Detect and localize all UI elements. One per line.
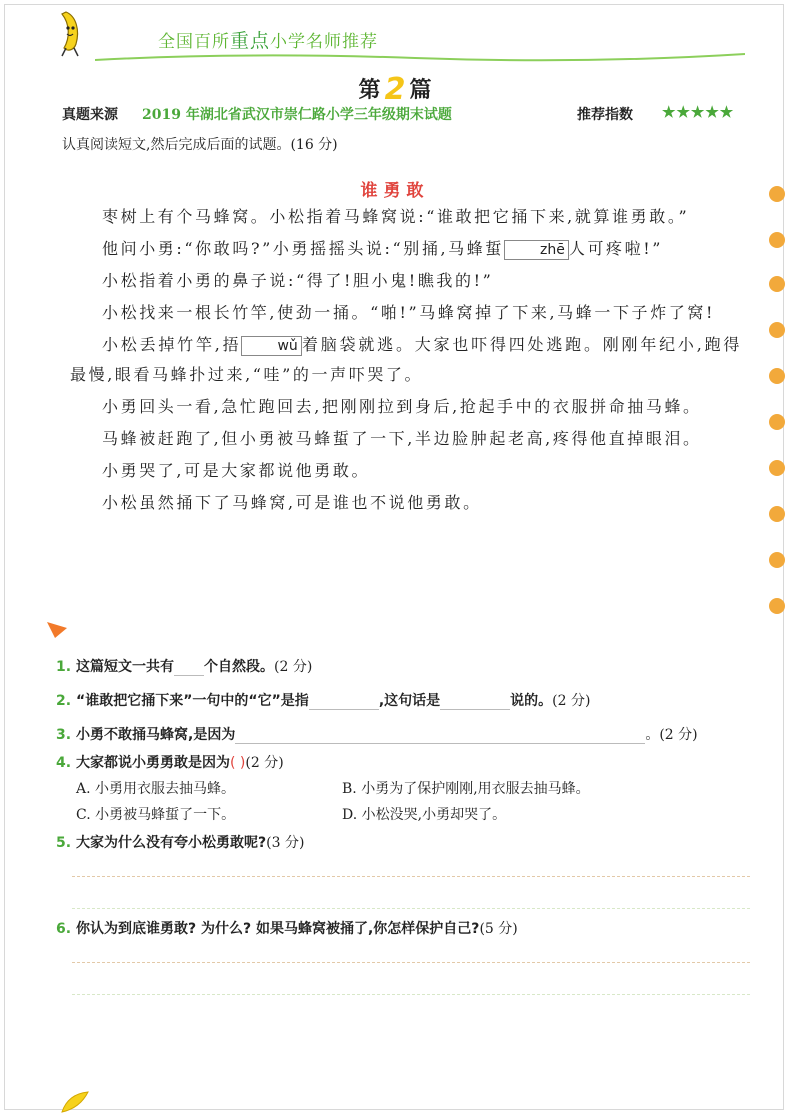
series-banner xyxy=(158,26,378,53)
question-number: 3. xyxy=(56,727,72,743)
answer-line-q6-1[interactable] xyxy=(72,962,750,963)
question-number: 6. xyxy=(56,921,72,937)
banana-mascot-icon xyxy=(52,8,92,58)
banner-text-3: 小学名师推荐 xyxy=(270,32,379,52)
question-points: 。(2 分) xyxy=(645,727,698,743)
paragraph-5-text-b: 着脑袋就逃。大家也吓得四处逃跑。刚刚年纪小,跑得最慢,眼看马蜂扑过来,“哇”的一声吓哭了。 xyxy=(70,335,742,384)
option-c: C. 小勇被马蜂蜇了一下。 xyxy=(76,807,236,823)
question-5 xyxy=(56,832,304,852)
story-body xyxy=(70,202,742,520)
paragraph-2 xyxy=(70,234,742,264)
question-1 xyxy=(56,656,312,676)
source-label: 真题来源 xyxy=(62,107,118,123)
question-points: (2 分) xyxy=(552,693,591,709)
question-text: 小勇不敢捅马蜂窝,是因为 xyxy=(76,727,236,743)
question-text: ,这句话是 xyxy=(378,693,441,709)
title-number: 2 xyxy=(384,72,406,107)
answer-blank[interactable] xyxy=(235,727,645,744)
option-b: B. 小勇为了保护刚刚,用衣服去抽马蜂。 xyxy=(342,781,590,797)
answer-line-q5-1[interactable] xyxy=(72,876,750,877)
paragraph-8: 小勇哭了,可是大家都说他勇敢。 xyxy=(102,461,371,480)
pinyin-box: zhē xyxy=(504,240,569,260)
question-number: 2. xyxy=(56,693,72,709)
answer-blank[interactable] xyxy=(174,659,204,676)
triangle-marker-icon xyxy=(45,620,69,640)
title-suffix: 篇 xyxy=(409,77,432,103)
answer-line-q5-2[interactable] xyxy=(72,908,750,909)
question-4 xyxy=(56,752,284,772)
question-points: (3 分) xyxy=(266,835,305,851)
question-text: 大家为什么没有夸小松勇敢呢? xyxy=(76,835,267,851)
paragraph-6: 小勇回头一看,急忙跑回去,把刚刚拉到身后,抢起手中的衣服拼命抽马蜂。 xyxy=(102,397,702,416)
banner-text-1: 全国百所 xyxy=(158,32,230,52)
question-text: “谁敢把它捅下来”一句中的“它”是指 xyxy=(76,693,309,709)
margin-dots-decoration xyxy=(765,180,787,620)
title-prefix: 第 xyxy=(358,77,381,103)
question-3 xyxy=(56,724,698,744)
question-text: 大家都说小勇勇敢是因为 xyxy=(76,755,230,771)
question-6 xyxy=(56,918,518,938)
page-frame xyxy=(4,4,784,1110)
decorative-swoosh xyxy=(95,50,745,64)
rating-stars: ★★★★★ xyxy=(662,103,735,121)
question-number: 5. xyxy=(56,835,72,851)
paragraph-2-text-a: 他问小勇:“你敢吗?”小勇摇摇头说:“别捅,马蜂蜇 xyxy=(102,239,504,258)
paragraph-7: 马蜂被赶跑了,但小勇被马蜂蜇了一下,半边脸肿起老高,疼得他直掉眼泪。 xyxy=(102,429,702,448)
banner-text-2: 重点 xyxy=(230,30,271,52)
paragraph-5-text-a: 小松丢掉竹竿,捂 xyxy=(102,335,242,354)
instruction-text: 认真阅读短文,然后完成后面的试题。(16 分) xyxy=(62,137,338,153)
paragraph-5 xyxy=(70,330,742,390)
question-text: 说的。 xyxy=(510,693,553,709)
question-text: 个自然段。 xyxy=(204,659,274,675)
question-number: 1. xyxy=(56,659,72,675)
answer-blank[interactable] xyxy=(440,693,510,710)
question-2 xyxy=(56,690,590,710)
question-text: 这篇短文一共有 xyxy=(76,659,174,675)
paragraph-1: 枣树上有个马蜂窝。小松指着马蜂窝说:“谁敢把它捅下来,就算谁勇敢。” xyxy=(102,207,690,226)
paragraph-4: 小松找来一根长竹竿,使劲一捅。“啪!”马蜂窝掉了下来,马蜂一下子炸了窝! xyxy=(102,303,715,322)
answer-blank[interactable] xyxy=(309,693,379,710)
paragraph-2-text-b: 人可疼啦!” xyxy=(568,239,664,258)
story-title: 谁勇敢 xyxy=(360,181,430,201)
corner-leaf-icon xyxy=(58,1088,92,1114)
page-title xyxy=(0,70,790,105)
question-points: (2 分) xyxy=(245,755,284,771)
paragraph-3: 小松指着小勇的鼻子说:“得了!胆小鬼!瞧我的!” xyxy=(102,271,494,290)
pinyin-box: wǔ xyxy=(241,336,301,356)
answer-line-q6-2[interactable] xyxy=(72,994,750,995)
question-points: (2 分) xyxy=(274,659,313,675)
source-text: 2019 年湖北省武汉市崇仁路小学三年级期末试题 xyxy=(142,107,452,123)
paragraph-9: 小松虽然捅下了马蜂窝,可是谁也不说他勇敢。 xyxy=(102,493,482,512)
rating-label: 推荐指数 xyxy=(577,107,633,123)
answer-paren[interactable]: ( ) xyxy=(230,755,246,771)
option-d: D. 小松没哭,小勇却哭了。 xyxy=(342,807,507,823)
option-a: A. 小勇用衣服去抽马蜂。 xyxy=(76,781,236,797)
question-number: 4. xyxy=(56,755,72,771)
question-points: (5 分) xyxy=(479,921,518,937)
question-text: 你认为到底谁勇敢? 为什么? 如果马蜂窝被捅了,你怎样保护自己? xyxy=(76,921,480,937)
